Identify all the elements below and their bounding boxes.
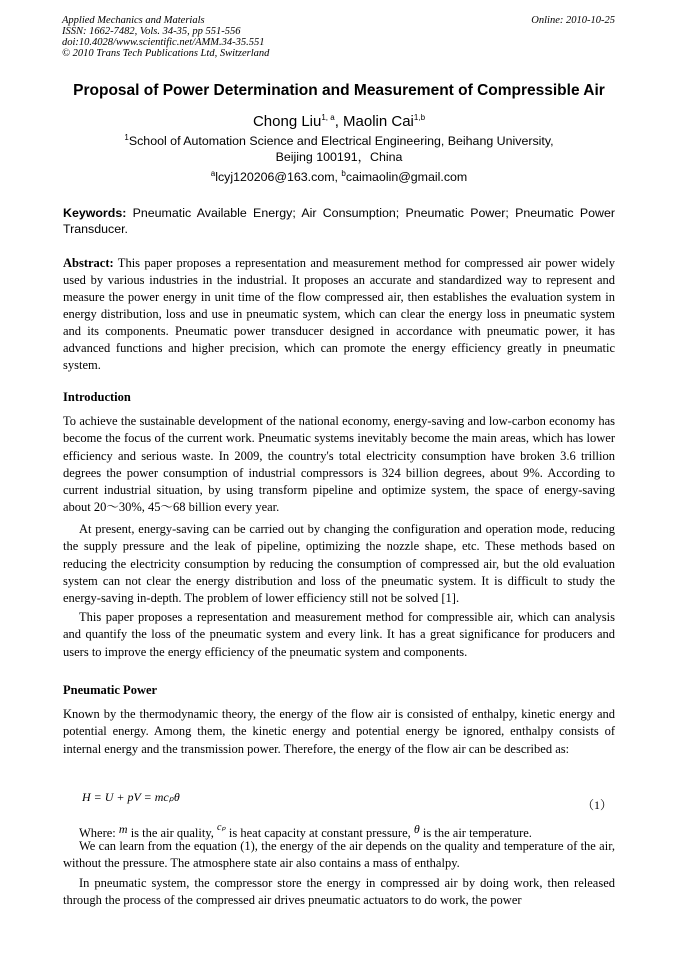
where-text: is the air temperature. xyxy=(419,826,532,840)
journal-header xyxy=(62,15,269,59)
keywords xyxy=(63,206,615,237)
equation-number: （1） xyxy=(581,798,612,812)
author-superscript: 1,b xyxy=(413,113,426,122)
doi-line: doi:10.4028/www.scientific.net/AMM.34-35.551 xyxy=(62,37,265,48)
paragraph: To achieve the sustainable development of the national economy, energy-saving and low-carbon economy has become the focus of the current work. Pneumatic systems inevitably become the main areas, which has lower efficiency and serious waste. In 2009, the country's total electricity consumption have broken 3.6 trillion degrees the power consumption of industrial compressors is 324 billion degrees, about 9%. According to current industrial situation, by using transform pipeline and optimize system, the space of energy-saving about 20～30%, 45～68 billion every year. xyxy=(63,414,615,515)
author-line xyxy=(0,113,678,130)
paragraph: At present, energy-saving can be carried out by changing the configuration and operation mode, reducing the supply pressure and the leak of pipeline, optimizing the nozzle shape, etc. These methods based on reducing the electricity consumption by reducing the consumption of compressed air, but the old evaluation system can not clear the energy distribution and loss of the pneumatic system. It is difficult to study the energy-saving in-depth. The problem of lower efficiency still not be solved [1]. xyxy=(63,522,615,606)
paragraph: This paper proposes a representation and measurement method for compressible air, which can analysis and quantify the loss of the pneumatic system and every link. It has a great significance for producers and users to improve the energy efficiency of the pneumatic system and components. xyxy=(63,610,615,659)
keywords-label: Keywords: xyxy=(63,206,127,220)
email-address: lcyj120206@163.com, xyxy=(215,170,342,184)
author-superscript: 1, a xyxy=(321,113,335,122)
symbol-theta: θ xyxy=(413,822,420,836)
affiliation-superscript: 1 xyxy=(124,132,129,142)
online-date: Online: 2010-10-25 xyxy=(531,15,615,26)
abstract-text: This paper proposes a representation and measurement method for compressed air power widely used by various industries in the industrial. It proposes an accurate and standardized way to represent and measure the power energy in unit time of the flow compressed air, then establishes the evaluation system in energy distribution, loss and use in pneumatic system, which can clear the energy loss in pneumatic system and its components. Pneumatic power transducer designed in accordance with pneumatic power, it has advanced functions and higher precision, which can promote the energy efficiency greatly in pneumatic system. xyxy=(63,256,615,372)
email-address: caimaolin@gmail.com xyxy=(345,170,468,184)
author-name: Chong Liu xyxy=(252,113,322,130)
abstract xyxy=(63,255,615,374)
affiliation-line: School of Automation Science and Electrical Engineering, Beihang University, xyxy=(128,134,554,148)
author-name: Maolin Cai xyxy=(343,113,414,130)
journal-name: Applied Mechanics and Materials xyxy=(62,15,205,26)
equation: H = U + pV = mcₚθ xyxy=(82,790,180,804)
paragraph: In pneumatic system, the compressor store the energy in compressed air by doing work, then released through the process of the compressed air drives pneumatic actuators to do work, the power xyxy=(63,876,615,908)
copyright-line: © 2010 Trans Tech Publications Ltd, Switzerland xyxy=(62,48,270,59)
section-heading-pneumatic-power: Pneumatic Power xyxy=(63,683,158,697)
section-heading-introduction: Introduction xyxy=(63,390,131,404)
paragraph: We can learn from the equation (1), the energy of the air depends on the quality and temperature of the air, without the pressure. The atmosphere state air also contains a mass of enthalpy. xyxy=(63,839,615,871)
paragraph: Known by the thermodynamic theory, the energy of the flow air is consisted of enthalpy, kinetic energy and potential energy. Among them, the kinetic energy and potential energy be ignored, enthalpy consists of internal energy and the transmission power. Therefore, the energy of the flow air can be described as: xyxy=(63,707,615,756)
issn-line: ISSN: 1662-7482, Vols. 34-35, pp 551-556 xyxy=(62,26,241,37)
email-line xyxy=(0,170,678,184)
author-separator: , xyxy=(334,113,344,130)
where-text: Where: xyxy=(79,826,119,840)
where-text: is the air quality, xyxy=(127,826,218,840)
affiliation-line: Beijing 100191，China xyxy=(275,150,403,164)
symbol-cp: cₚ xyxy=(217,822,226,833)
abstract-label: Abstract: xyxy=(63,256,114,270)
where-text: is heat capacity at constant pressure, xyxy=(225,826,414,840)
keywords-text: Pneumatic Available Energy; Air Consumption; Pneumatic Power; Pneumatic Power Transducer. xyxy=(63,206,615,236)
symbol-m: m xyxy=(118,822,128,836)
email-superscript: a xyxy=(210,168,216,178)
email-superscript: b xyxy=(341,168,346,178)
affiliation xyxy=(0,133,678,165)
paper-title: Proposal of Power Determination and Measurement of Compressible Air xyxy=(73,82,605,99)
